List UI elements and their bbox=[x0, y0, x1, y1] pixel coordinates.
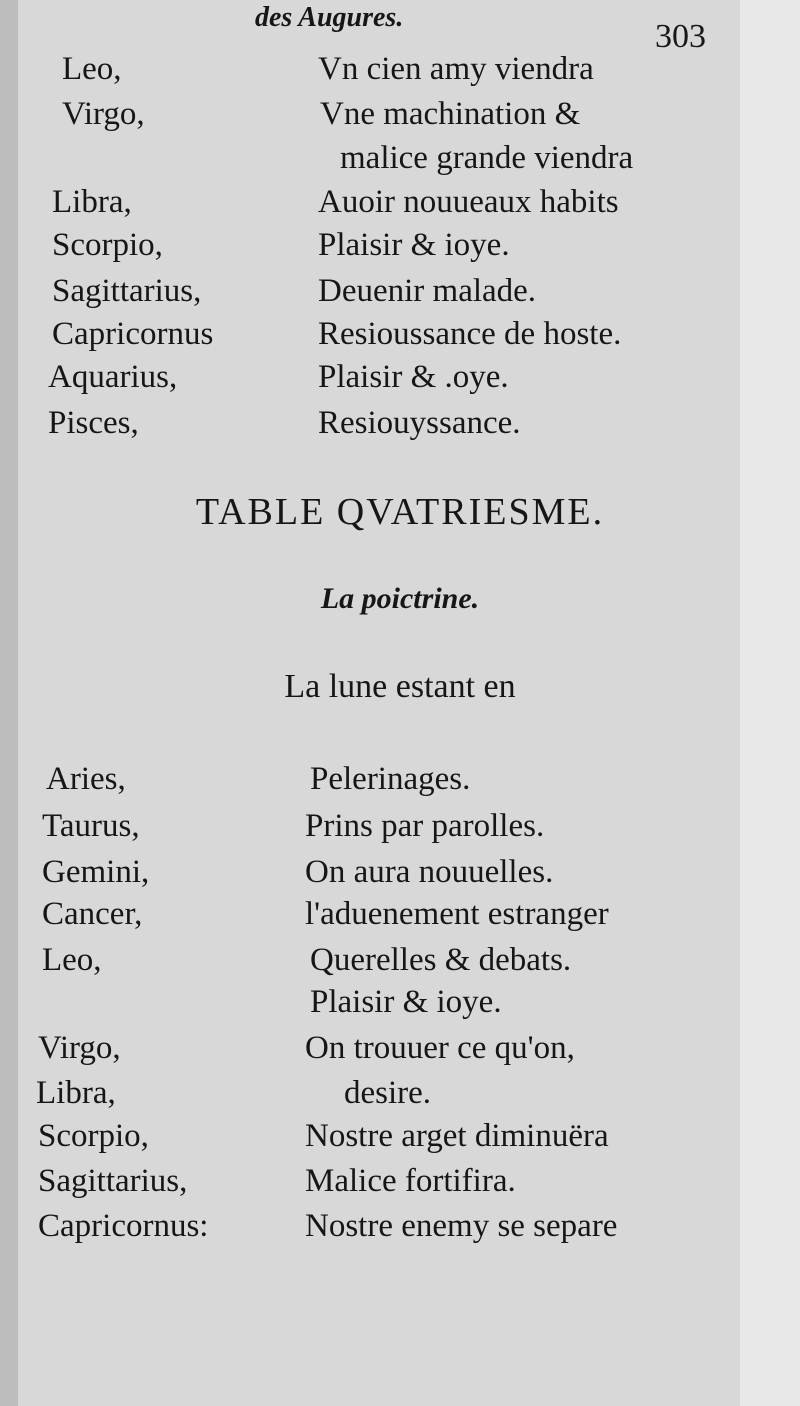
table-row bbox=[0, 981, 760, 1023]
zodiac-sign: Virgo, bbox=[38, 1030, 121, 1066]
omen-text: Pelerinages. bbox=[310, 761, 471, 797]
zodiac-sign: Capricornus bbox=[52, 316, 214, 352]
omen-text: Malice fortifira. bbox=[305, 1163, 516, 1199]
table-row bbox=[0, 93, 760, 135]
omen-text: malice grande viendra bbox=[340, 140, 634, 176]
zodiac-sign: Virgo, bbox=[62, 96, 145, 132]
table-row bbox=[0, 48, 760, 90]
table-row bbox=[0, 893, 760, 935]
zodiac-sign: Leo, bbox=[62, 51, 122, 87]
omen-text: desire. bbox=[344, 1075, 432, 1111]
omen-text: l'aduenement estranger bbox=[305, 896, 609, 932]
table-row bbox=[0, 939, 760, 981]
zodiac-sign: Scorpio, bbox=[52, 227, 163, 263]
table-row bbox=[0, 1205, 760, 1247]
table-row bbox=[0, 1160, 760, 1202]
omen-text: Vn cien amy viendra bbox=[318, 51, 594, 87]
table-subheading: La lune estant en bbox=[284, 668, 516, 705]
zodiac-sign: Aries, bbox=[46, 761, 126, 797]
zodiac-sign: Cancer, bbox=[42, 896, 143, 932]
zodiac-sign: Capricornus: bbox=[38, 1208, 209, 1244]
table-row bbox=[0, 805, 760, 847]
omen-text: Nostre arget diminuëra bbox=[305, 1118, 609, 1154]
omen-text: On aura nouuelles. bbox=[305, 854, 554, 890]
table-row bbox=[0, 402, 760, 444]
omen-text: Nostre enemy se separe bbox=[305, 1208, 618, 1244]
omen-text: On trouuer ce qu'on, bbox=[305, 1030, 575, 1066]
table-row bbox=[0, 758, 760, 800]
page-number: 303 bbox=[655, 18, 706, 55]
table-row bbox=[0, 851, 760, 893]
omen-text: Auoir nouueaux habits bbox=[318, 184, 619, 220]
omen-text: Querelles & debats. bbox=[310, 942, 572, 978]
zodiac-sign: Aquarius, bbox=[48, 359, 178, 395]
zodiac-sign: Scorpio, bbox=[38, 1118, 149, 1154]
table-row bbox=[0, 181, 760, 223]
omen-text: Deuenir malade. bbox=[318, 273, 537, 309]
table-row bbox=[0, 1027, 760, 1069]
omen-text: Plaisir & ioye. bbox=[318, 227, 510, 263]
omen-text: Plaisir & ioye. bbox=[310, 984, 502, 1020]
zodiac-sign: Sagittarius, bbox=[38, 1163, 188, 1199]
zodiac-sign: Taurus, bbox=[42, 808, 140, 844]
omen-text: Resiouyssance. bbox=[318, 405, 521, 441]
omen-text: Vne machination & bbox=[320, 96, 581, 132]
table-row bbox=[0, 224, 760, 266]
section-title: La poictrine. bbox=[320, 582, 480, 615]
zodiac-sign: Pisces, bbox=[48, 405, 139, 441]
table-row bbox=[0, 1115, 760, 1157]
zodiac-sign: Leo, bbox=[42, 942, 102, 978]
table-row bbox=[0, 313, 760, 355]
table-title: TABLE QVATRIESME. bbox=[195, 491, 605, 533]
table-row bbox=[0, 1072, 760, 1114]
zodiac-sign: Libra, bbox=[36, 1075, 116, 1111]
running-head: des Augures. bbox=[255, 2, 404, 33]
zodiac-sign: Gemini, bbox=[42, 854, 150, 890]
omen-text: Plaisir & .oye. bbox=[318, 359, 509, 395]
omen-text: Prins par parolles. bbox=[305, 808, 545, 844]
omen-text: Resioussance de hoste. bbox=[318, 316, 622, 352]
zodiac-sign: Sagittarius, bbox=[52, 273, 202, 309]
zodiac-sign: Libra, bbox=[52, 184, 132, 220]
table-row bbox=[0, 356, 760, 398]
table-row bbox=[0, 270, 760, 312]
table-row bbox=[0, 137, 760, 179]
